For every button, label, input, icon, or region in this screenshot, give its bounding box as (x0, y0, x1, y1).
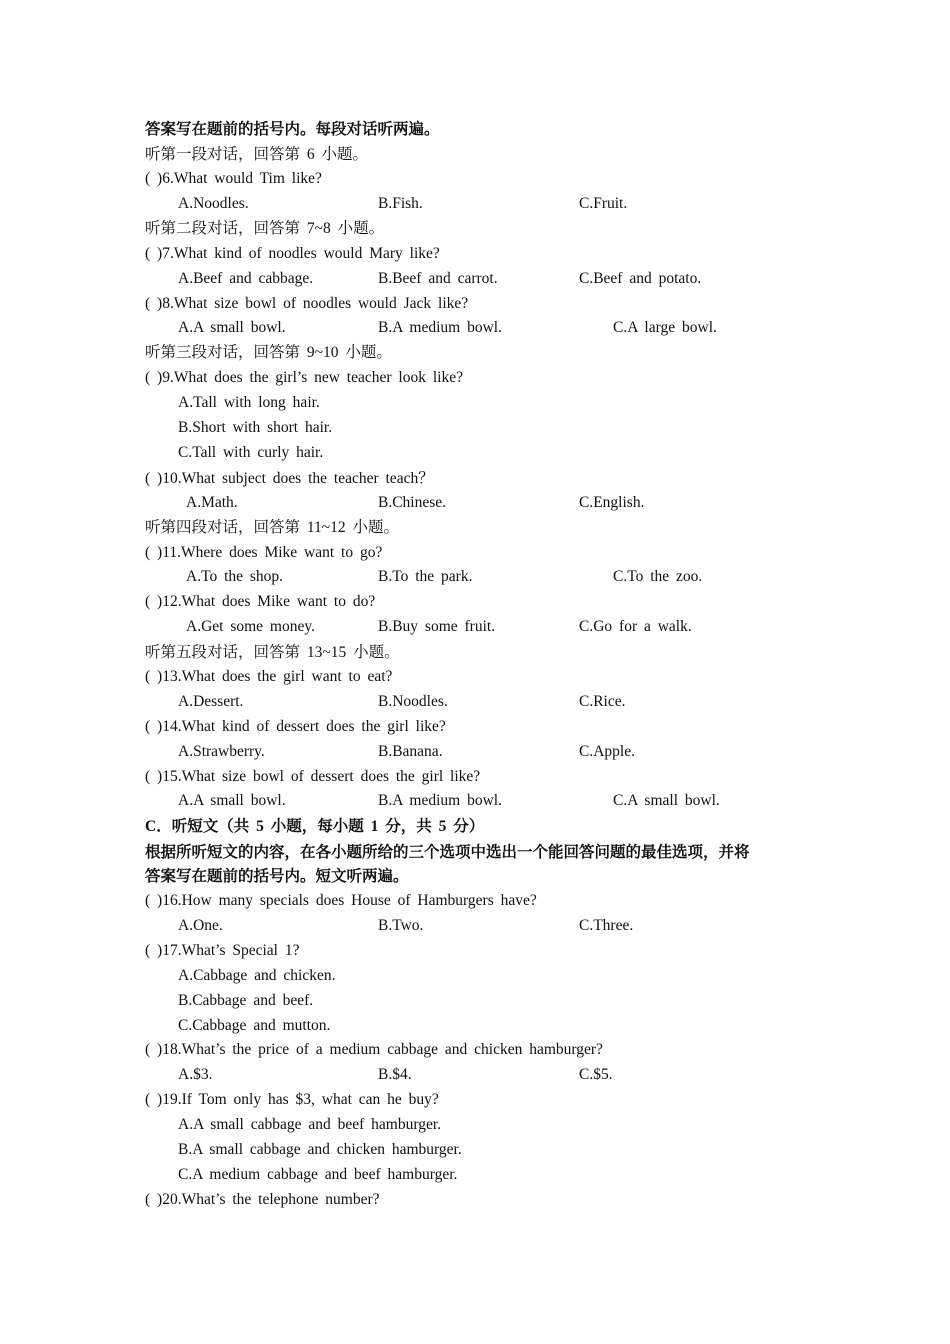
option-19b: B.A small cabbage and chicken hamburger. (178, 1141, 462, 1158)
option-6a: A.Noodles. (178, 195, 249, 212)
option-13c: C.Rice. (579, 693, 626, 710)
question-stem-12: ( )12.What does Mike want to do? (145, 593, 376, 610)
option-17b: B.Cabbage and beef. (178, 992, 314, 1009)
option-15c: C.A small bowl. (613, 792, 720, 809)
option-16b: B.Two. (378, 917, 424, 934)
option-13b: B.Noodles. (378, 693, 448, 710)
option-7c: C.Beef and potato. (579, 270, 702, 287)
option-17c: C.Cabbage and mutton. (178, 1017, 331, 1034)
option-6b: B.Fish. (378, 195, 423, 212)
option-9b: B.Short with short hair. (178, 419, 333, 436)
question-stem-15: ( )15.What size bowl of dessert does the girl like? (145, 768, 481, 785)
option-14c: C.Apple. (579, 743, 635, 760)
instruction-tail: 答案写在题前的括号内。每段对话听两遍。 (145, 121, 440, 138)
question-stem-20: ( )20.What’s the telephone number? (145, 1191, 380, 1208)
option-18a: A.$3. (178, 1066, 213, 1083)
question-stem-14: ( )14.What kind of dessert does the girl like? (145, 718, 446, 735)
option-11c: C.To the zoo. (613, 568, 703, 585)
option-12b: B.Buy some fruit. (378, 618, 496, 635)
question-stem-18: ( )18.What’s the price of a medium cabbage and chicken hamburger? (145, 1041, 603, 1058)
part-c-title: C．听短文（共 5 小题，每小题 1 分，共 5 分） (145, 818, 485, 835)
section-heading-2: 听第二段对话，回答第 7~8 小题。 (145, 220, 385, 237)
option-12a: A.Get some money. (186, 618, 315, 635)
option-14a: A.Strawberry. (178, 743, 265, 760)
question-stem-10: ( )10.What subject does the teacher teach？ (145, 470, 434, 487)
option-9a: A.Tall with long hair. (178, 394, 320, 411)
option-10a: A.Math. (186, 494, 238, 511)
question-stem-11: ( )11.Where does Mike want to go? (145, 544, 383, 561)
option-7b: B.Beef and carrot. (378, 270, 498, 287)
option-15a: A.A small bowl. (178, 792, 286, 809)
question-stem-19: ( )19.If Tom only has $3, what can he buy? (145, 1091, 439, 1108)
option-11b: B.To the park. (378, 568, 473, 585)
part-c-instruction-2: 答案写在题前的括号内。短文听两遍。 (145, 868, 409, 885)
option-14b: B.Banana. (378, 743, 443, 760)
option-16a: A.One. (178, 917, 223, 934)
option-12c: C.Go for a walk. (579, 618, 692, 635)
question-stem-6: ( )6.What would Tim like? (145, 170, 322, 187)
question-stem-17: ( )17.What’s Special 1? (145, 942, 300, 959)
option-11a: A.To the shop. (186, 568, 284, 585)
option-19c: C.A medium cabbage and beef hamburger. (178, 1166, 458, 1183)
option-10b: B.Chinese. (378, 494, 447, 511)
option-13a: A.Dessert. (178, 693, 244, 710)
option-7a: A.Beef and cabbage. (178, 270, 314, 287)
option-18c: C.$5. (579, 1066, 613, 1083)
question-stem-8: ( )8.What size bowl of noodles would Jack like? (145, 295, 469, 312)
question-stem-7: ( )7.What kind of noodles would Mary like? (145, 245, 440, 262)
option-9c: C.Tall with curly hair. (178, 444, 324, 461)
option-8b: B.A medium bowl. (378, 319, 502, 336)
option-8c: C.A large bowl. (613, 319, 717, 336)
option-18b: B.$4. (378, 1066, 412, 1083)
section-heading-3: 听第三段对话，回答第 9~10 小题。 (145, 344, 392, 361)
question-stem-13: ( )13.What does the girl want to eat? (145, 668, 393, 685)
option-17a: A.Cabbage and chicken. (178, 967, 336, 984)
section-heading-1: 听第一段对话，回答第 6 小题。 (145, 146, 369, 163)
section-heading-5: 听第五段对话，回答第 13~15 小题。 (145, 644, 400, 661)
part-c-instruction-1: 根据所听短文的内容，在各小题所给的三个选项中选出一个能回答问题的最佳选项，并将 (145, 844, 750, 861)
option-6c: C.Fruit. (579, 195, 628, 212)
question-stem-16: ( )16.How many specials does House of Hamburgers have? (145, 892, 537, 909)
option-10c: C.English. (579, 494, 645, 511)
option-15b: B.A medium bowl. (378, 792, 502, 809)
section-heading-4: 听第四段对话，回答第 11~12 小题。 (145, 519, 400, 536)
option-16c: C.Three. (579, 917, 634, 934)
option-8a: A.A small bowl. (178, 319, 286, 336)
question-stem-9: ( )9.What does the girl’s new teacher look like? (145, 369, 463, 386)
option-19a: A.A small cabbage and beef hamburger. (178, 1116, 442, 1133)
